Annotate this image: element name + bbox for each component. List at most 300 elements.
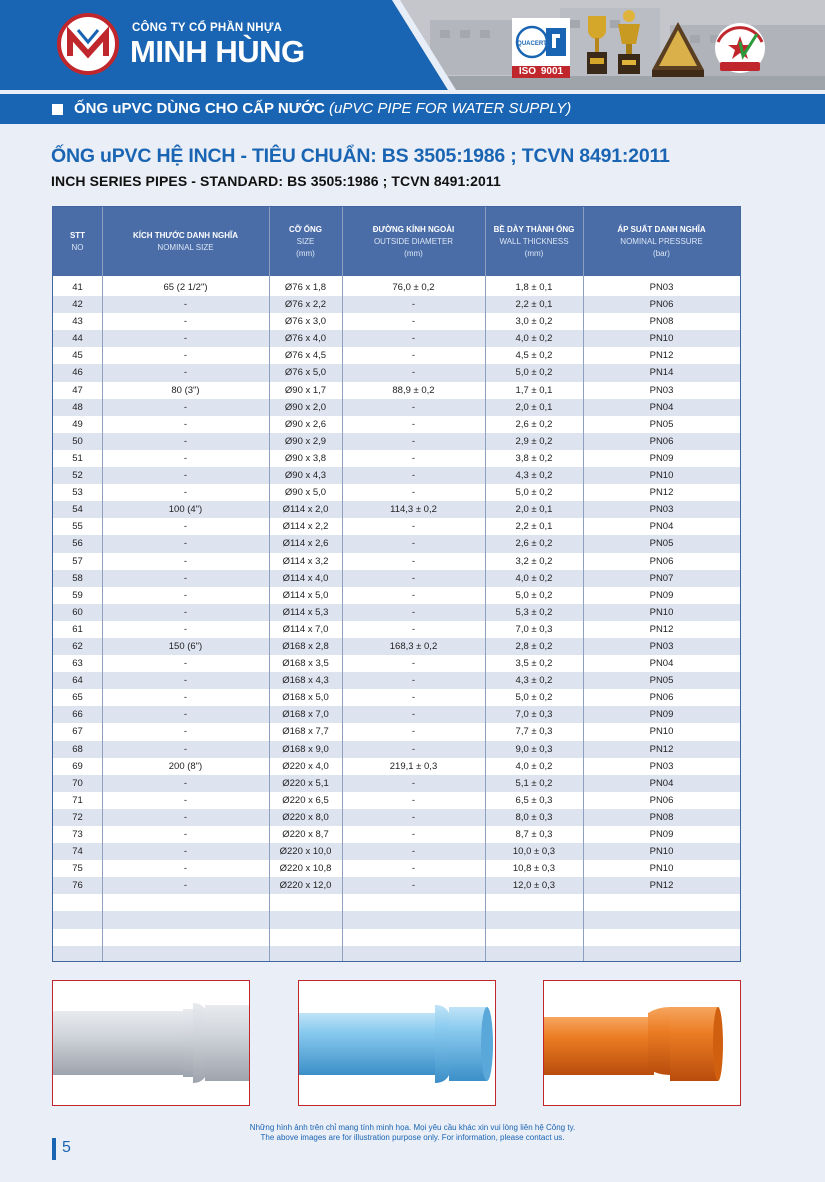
pipe-spec-table	[52, 206, 741, 962]
col-outside-diameter-cell: -	[411, 829, 416, 840]
col-wall-thickness-cell: 2,2 ± 0,1	[515, 521, 553, 533]
col-stt-cell: 46	[72, 367, 83, 379]
col-nominal-pressure-cell: PN06	[649, 794, 674, 806]
col-outside-diameter-cell: -	[411, 521, 416, 533]
col-size-cell: Ø76 x 3,0	[284, 316, 327, 328]
col-nominal-pressure-cell: PN05	[649, 675, 674, 687]
col-wall-thickness-cell: 2,6 ± 0,2	[515, 538, 553, 550]
col-size-cell: Ø168 x 5,0	[282, 692, 329, 704]
col-outside-diameter-cell: -	[411, 709, 416, 721]
col-outside-diameter-cell: 219,1 ± 0,3	[389, 760, 438, 772]
col-nominal-pressure-cell: PN09	[649, 829, 674, 840]
col-wall-thickness-cell	[485, 911, 583, 928]
col-nominal-pressure-cell: PN03	[649, 504, 674, 516]
col-nominal-pressure-cell: PN06	[649, 692, 674, 704]
col-nominal-size-cell: -	[183, 863, 188, 875]
header-en: SIZE	[296, 236, 315, 246]
table-row	[53, 706, 740, 723]
col-size-cell: Ø114 x 3,2	[282, 555, 329, 567]
col-wall-thickness-cell: 2,0 ± 0,1	[515, 401, 553, 413]
col-size-cell: Ø76 x 1,8	[284, 282, 327, 293]
iso-9001-label	[512, 66, 570, 78]
col-nominal-pressure-cell: PN07	[649, 572, 674, 584]
col-nominal-size-cell: -	[183, 333, 188, 345]
col-outside-diameter-cell: -	[411, 452, 416, 464]
col-nominal-pressure-cell: PN03	[649, 282, 674, 293]
col-wall-thickness-cell: 4,0 ± 0,2	[515, 333, 553, 345]
table-row	[53, 946, 740, 962]
col-nominal-size-cell: -	[183, 299, 188, 311]
company-name: MINH HÙNG	[130, 34, 305, 69]
col-wall-thickness-cell: 5,1 ± 0,2	[515, 777, 553, 789]
col-stt-cell: 71	[72, 794, 83, 806]
col-wall-thickness-cell: 1,7 ± 0,1	[515, 384, 553, 396]
col-nominal-size-cell: -	[183, 880, 188, 892]
table-row	[53, 347, 740, 364]
col-stt-cell: 58	[72, 572, 83, 584]
col-stt-cell: 57	[72, 555, 83, 567]
col-nominal-pressure-header	[583, 207, 740, 276]
table-row	[53, 911, 740, 928]
col-size-cell: Ø76 x 5,0	[284, 367, 327, 379]
col-nominal-size-cell: -	[183, 452, 188, 464]
col-nominal-pressure-cell: PN09	[649, 709, 674, 721]
col-stt-cell: 43	[72, 316, 83, 328]
col-wall-thickness-cell: 5,0 ± 0,2	[515, 589, 553, 601]
col-outside-diameter-cell: -	[411, 863, 416, 875]
col-nominal-pressure-cell: PN05	[649, 418, 674, 430]
illustration-note-en: The above images are for illustration purpose only. For information, please contact us.	[260, 1133, 565, 1142]
col-size-cell: Ø76 x 4,5	[284, 350, 327, 362]
table-row	[53, 364, 740, 381]
col-size-cell: Ø90 x 2,0	[284, 401, 327, 413]
col-wall-thickness-cell: 5,0 ± 0,2	[515, 367, 553, 379]
col-nominal-pressure-cell: PN06	[649, 299, 674, 311]
col-nominal-size-cell: -	[183, 367, 188, 379]
col-stt-cell: 70	[72, 777, 83, 789]
table-row	[53, 741, 740, 758]
col-nominal-size-cell: -	[183, 829, 188, 840]
col-wall-thickness-cell: 1,8 ± 0,1	[515, 282, 553, 293]
col-wall-thickness-cell: 2,8 ± 0,2	[515, 640, 553, 652]
col-nominal-pressure-cell	[583, 894, 740, 911]
col-wall-thickness-header	[485, 207, 583, 276]
table-row	[53, 279, 740, 296]
col-size-cell: Ø114 x 5,3	[282, 606, 329, 618]
col-nominal-pressure-cell: PN08	[649, 316, 674, 328]
col-stt-cell: 68	[72, 743, 83, 755]
col-nominal-size-cell: -	[183, 658, 188, 670]
table-row	[53, 330, 740, 347]
header-en: NOMINAL SIZE	[157, 242, 214, 252]
header-en: WALL THICKNESS	[499, 236, 569, 246]
col-size-cell: Ø220 x 8,0	[282, 811, 329, 823]
table-row	[53, 758, 740, 775]
table-row	[53, 672, 740, 689]
table-row	[53, 587, 740, 604]
col-stt-cell: 59	[72, 589, 83, 601]
col-stt-cell	[53, 894, 102, 911]
col-outside-diameter-cell: -	[411, 350, 416, 362]
col-outside-diameter-cell: -	[411, 418, 416, 430]
col-stt-cell: 75	[72, 863, 83, 875]
col-stt-cell: 64	[72, 675, 83, 687]
col-outside-diameter-cell: -	[411, 623, 416, 635]
table-row	[53, 518, 740, 535]
page-header	[0, 0, 825, 90]
col-nominal-size-cell: -	[183, 709, 188, 721]
col-nominal-pressure-cell: PN10	[649, 470, 674, 482]
col-nominal-size-cell: -	[183, 606, 188, 618]
col-nominal-pressure-cell	[583, 946, 740, 962]
col-outside-diameter-header	[342, 207, 485, 276]
quacert-label: QUACERT	[517, 41, 547, 47]
header-vi: KÍCH THƯỚC DANH NGHĨA	[132, 230, 238, 240]
col-wall-thickness-cell: 3,8 ± 0,2	[515, 452, 553, 464]
col-wall-thickness-cell: 4,5 ± 0,2	[515, 350, 553, 362]
col-stt-cell: 76	[72, 880, 83, 892]
col-stt-cell: 47	[72, 384, 83, 396]
col-size-header	[269, 207, 342, 276]
col-outside-diameter-cell: -	[411, 555, 416, 567]
col-nominal-pressure-cell: PN12	[649, 743, 674, 755]
minh-hung-logo-icon	[56, 12, 120, 76]
col-nominal-size-cell: -	[183, 777, 188, 789]
col-nominal-size-cell: -	[183, 487, 188, 499]
col-nominal-size-cell: -	[183, 401, 188, 413]
col-stt-cell: 56	[72, 538, 83, 550]
col-nominal-pressure-cell: PN10	[649, 333, 674, 345]
col-nominal-pressure-cell	[583, 911, 740, 928]
col-nominal-size-cell: 200 (8")	[168, 760, 203, 772]
col-wall-thickness-cell: 5,0 ± 0,2	[515, 692, 553, 704]
header-en: OUTSIDE DIAMETER	[373, 236, 454, 246]
col-size-cell	[269, 929, 342, 946]
col-wall-thickness-cell: 2,9 ± 0,2	[515, 435, 553, 447]
col-outside-diameter-cell	[342, 911, 485, 928]
col-wall-thickness-cell: 3,2 ± 0,2	[515, 555, 553, 567]
illustration-note-vi: Những hình ảnh trên chỉ mang tính minh họa. Mọi yêu cầu khác xin vui lòng liên hệ Công ty.	[249, 1123, 576, 1132]
col-outside-diameter-cell: -	[411, 777, 416, 789]
table-row	[53, 535, 740, 552]
table-row	[53, 689, 740, 706]
col-nominal-size-cell: 65 (2 1/2")	[163, 282, 208, 293]
col-stt-cell: 60	[72, 606, 83, 618]
col-wall-thickness-cell: 3,5 ± 0,2	[515, 658, 553, 670]
col-nominal-size-cell: -	[183, 555, 188, 567]
col-nominal-size-cell: -	[183, 675, 188, 687]
col-outside-diameter-cell: -	[411, 572, 416, 584]
col-nominal-size-cell: -	[183, 743, 188, 755]
col-wall-thickness-cell: 10,8 ± 0,3	[512, 863, 556, 875]
col-size-cell: Ø90 x 2,6	[284, 418, 327, 430]
table-row	[53, 775, 740, 792]
col-stt-cell: 42	[72, 299, 83, 311]
col-size-cell: Ø114 x 2,0	[282, 504, 329, 516]
col-stt-cell: 45	[72, 350, 83, 362]
section-title-en: (uPVC PIPE FOR WATER SUPPLY)	[328, 100, 572, 117]
col-wall-thickness-cell: 5,0 ± 0,2	[515, 487, 553, 499]
header-unit: (mm)	[296, 248, 315, 258]
col-outside-diameter-cell: -	[411, 470, 416, 482]
col-stt-cell: 62	[72, 640, 83, 652]
col-size-cell: Ø168 x 9,0	[282, 743, 329, 755]
col-size-cell: Ø114 x 4,0	[282, 572, 329, 584]
col-nominal-pressure-cell: PN10	[649, 846, 674, 858]
col-nominal-size-cell: -	[183, 418, 188, 430]
col-nominal-pressure-cell: PN03	[649, 384, 674, 396]
table-row	[53, 843, 740, 860]
col-stt-cell: 61	[72, 623, 83, 635]
col-nominal-size-cell: -	[183, 623, 188, 635]
col-outside-diameter-cell: -	[411, 743, 416, 755]
col-nominal-size-cell: -	[183, 572, 188, 584]
table-row	[53, 809, 740, 826]
col-size-cell: Ø168 x 7,0	[282, 709, 329, 721]
header-unit: (bar)	[653, 248, 670, 258]
col-stt-cell: 52	[72, 470, 83, 482]
col-size-cell: Ø76 x 2,2	[284, 299, 327, 311]
quacert-icon	[512, 18, 570, 66]
col-stt-cell: 67	[72, 726, 83, 738]
header-en: NOMINAL PRESSURE	[620, 236, 703, 246]
table-row	[53, 826, 740, 843]
col-size-cell: Ø220 x 10,0	[279, 846, 332, 858]
col-nominal-pressure-cell: PN05	[649, 538, 674, 550]
header-vi: STT	[69, 230, 86, 240]
col-nominal-pressure-cell: PN10	[649, 606, 674, 618]
col-stt-cell: 44	[72, 333, 83, 345]
col-wall-thickness-cell	[485, 894, 583, 911]
orange-pipe-image	[543, 980, 741, 1106]
col-nominal-size-cell: -	[183, 692, 188, 704]
col-outside-diameter-cell	[342, 946, 485, 962]
col-nominal-pressure-cell	[583, 929, 740, 946]
col-nominal-pressure-cell: PN08	[649, 811, 674, 823]
col-nominal-size-cell: -	[183, 350, 188, 362]
col-nominal-size-cell: -	[183, 521, 188, 533]
col-outside-diameter-cell: -	[411, 692, 416, 704]
header-unit: (mm)	[524, 248, 544, 258]
blue-pipe-image	[298, 980, 496, 1106]
table-row	[53, 296, 740, 313]
col-wall-thickness-cell: 2,0 ± 0,1	[515, 504, 553, 516]
col-stt-cell	[53, 929, 102, 946]
col-size-cell: Ø168 x 3,5	[282, 658, 329, 670]
col-stt-cell: 50	[72, 435, 83, 447]
col-stt-cell: 74	[72, 846, 83, 858]
col-nominal-pressure-cell: PN10	[649, 863, 674, 875]
col-outside-diameter-cell: 114,3 ± 0,2	[390, 504, 437, 516]
col-size-cell: Ø90 x 1,7	[284, 384, 327, 396]
col-outside-diameter-cell: -	[411, 299, 416, 311]
col-outside-diameter-cell: 76,0 ± 0,2	[392, 282, 435, 293]
table-row	[53, 655, 740, 672]
col-stt-cell: 72	[72, 811, 83, 823]
table-body	[53, 279, 740, 962]
col-nominal-pressure-cell: PN06	[649, 435, 674, 447]
col-stt-cell: 65	[72, 692, 83, 704]
col-size-cell: Ø114 x 2,6	[282, 538, 329, 550]
col-outside-diameter-cell	[342, 929, 485, 946]
hang-viet-nam-chat-luong-cao-icon	[710, 20, 770, 78]
table-row	[53, 877, 740, 894]
header-unit: (mm)	[404, 248, 423, 258]
col-outside-diameter-cell: -	[411, 675, 416, 687]
section-title	[74, 100, 571, 117]
col-nominal-pressure-cell: PN03	[649, 760, 674, 772]
col-stt-cell: 73	[72, 829, 83, 840]
col-size-cell: Ø90 x 4,3	[284, 470, 327, 482]
page-number-bar	[52, 1138, 56, 1160]
col-wall-thickness-cell: 2,2 ± 0,1	[515, 299, 553, 311]
col-nominal-size-cell: -	[183, 811, 188, 823]
header-vi: CỠ ỐNG	[288, 224, 323, 234]
col-nominal-size-cell	[102, 946, 269, 962]
col-size-cell: Ø114 x 7,0	[282, 623, 329, 635]
col-outside-diameter-cell: -	[411, 316, 416, 328]
col-wall-thickness-cell: 7,0 ± 0,3	[515, 709, 553, 721]
col-stt-cell: 63	[72, 658, 83, 670]
table-row	[53, 382, 740, 399]
col-wall-thickness-cell: 7,0 ± 0,3	[515, 623, 553, 635]
col-wall-thickness-cell	[485, 946, 583, 962]
header-vi: BỀ DÀY THÀNH ỐNG	[493, 224, 575, 234]
col-nominal-size-cell: 150 (6")	[168, 640, 203, 652]
col-wall-thickness-cell: 4,0 ± 0,2	[515, 760, 553, 772]
col-stt-cell: 41	[72, 282, 83, 293]
header-en: NO	[71, 242, 84, 252]
col-outside-diameter-cell: -	[411, 333, 416, 345]
col-nominal-pressure-cell: PN09	[649, 589, 674, 601]
table-row	[53, 553, 740, 570]
table-row	[53, 929, 740, 946]
col-nominal-size-cell: -	[183, 726, 188, 738]
col-nominal-size-cell	[102, 929, 269, 946]
col-stt-cell: 53	[72, 487, 83, 499]
col-outside-diameter-cell: 168,3 ± 0,2	[389, 640, 438, 652]
col-size-cell: Ø220 x 4,0	[282, 760, 329, 772]
section-title-vi: ỐNG uPVC DÙNG CHO CẤP NƯỚC	[74, 100, 325, 117]
table-header	[53, 207, 740, 276]
table-row	[53, 399, 740, 416]
col-outside-diameter-cell: -	[411, 846, 416, 858]
col-outside-diameter-cell: -	[411, 794, 416, 806]
col-nominal-size-cell: -	[183, 538, 188, 550]
table-row	[53, 570, 740, 587]
col-size-cell: Ø220 x 10,8	[279, 863, 332, 875]
col-size-cell	[269, 911, 342, 928]
col-stt-header	[53, 207, 102, 276]
col-outside-diameter-cell: -	[411, 811, 416, 823]
col-stt-cell: 54	[72, 504, 83, 516]
col-size-cell: Ø114 x 5,0	[282, 589, 329, 601]
col-wall-thickness-cell: 6,5 ± 0,3	[515, 794, 553, 806]
col-stt-cell: 69	[72, 760, 83, 772]
col-wall-thickness-cell: 12,0 ± 0,3	[512, 880, 556, 892]
col-stt-cell	[53, 946, 102, 962]
col-nominal-size-cell: -	[183, 435, 188, 447]
col-wall-thickness-cell: 4,3 ± 0,2	[515, 675, 553, 687]
col-size-cell	[269, 946, 342, 962]
col-outside-diameter-cell: -	[411, 606, 416, 618]
col-size-cell: Ø220 x 8,7	[282, 829, 329, 840]
award-plaque-icon	[650, 20, 706, 78]
col-wall-thickness-cell: 8,7 ± 0,3	[515, 829, 553, 840]
col-outside-diameter-cell: -	[411, 487, 416, 499]
col-size-cell: Ø168 x 4,3	[282, 675, 329, 687]
col-outside-diameter-cell: 88,9 ± 0,2	[392, 384, 435, 396]
col-nominal-size-cell: 80 (3")	[171, 384, 200, 396]
page-title-vi: ỐNG uPVC HỆ INCH - TIÊU CHUẨN: BS 3505:1986 ; TCVN 8491:2011	[51, 145, 670, 167]
col-wall-thickness-cell: 3,0 ± 0,2	[515, 316, 553, 328]
col-nominal-pressure-cell: PN12	[649, 487, 674, 499]
col-nominal-pressure-cell: PN14	[649, 367, 674, 379]
col-wall-thickness-cell: 2,6 ± 0,2	[515, 418, 553, 430]
col-size-cell: Ø90 x 3,8	[284, 452, 327, 464]
col-nominal-pressure-cell: PN04	[649, 658, 674, 670]
col-outside-diameter-cell: -	[411, 435, 416, 447]
header-vi: ÁP SUẤT DANH NGHĨA	[617, 224, 706, 234]
col-wall-thickness-cell: 4,3 ± 0,2	[515, 470, 553, 482]
col-stt-cell	[53, 911, 102, 928]
col-wall-thickness-cell: 5,3 ± 0,2	[515, 606, 553, 618]
trophy-cup-icon	[614, 8, 644, 80]
table-row	[53, 450, 740, 467]
col-nominal-size-cell: -	[183, 589, 188, 601]
trophy-gold-icon	[583, 12, 611, 80]
col-nominal-pressure-cell: PN04	[649, 401, 674, 413]
table-row	[53, 484, 740, 501]
grey-pipe-image	[52, 980, 250, 1106]
col-wall-thickness-cell: 10,0 ± 0,3	[512, 846, 556, 858]
col-stt-cell: 49	[72, 418, 83, 430]
col-nominal-pressure-cell: PN04	[649, 777, 674, 789]
col-size-cell: Ø220 x 5,1	[282, 777, 329, 789]
col-nominal-pressure-cell: PN04	[649, 521, 674, 533]
col-nominal-pressure-cell: PN12	[649, 350, 674, 362]
table-row	[53, 894, 740, 911]
col-stt-cell: 55	[72, 521, 83, 533]
col-nominal-size-cell: -	[183, 470, 188, 482]
page-number: 5	[62, 1139, 71, 1156]
col-size-cell: Ø220 x 6,5	[282, 794, 329, 806]
section-title-bar	[0, 94, 825, 124]
iso-word: ISO	[518, 66, 537, 77]
col-size-cell: Ø90 x 2,9	[284, 435, 327, 447]
col-size-cell: Ø168 x 2,8	[282, 640, 329, 652]
table-row	[53, 621, 740, 638]
col-size-cell: Ø114 x 2,2	[282, 521, 329, 533]
table-row	[53, 638, 740, 655]
col-size-cell: Ø90 x 5,0	[284, 487, 327, 499]
col-size-cell: Ø220 x 12,0	[279, 880, 332, 892]
col-outside-diameter-cell: -	[411, 367, 416, 379]
table-row	[53, 433, 740, 450]
table-row	[53, 416, 740, 433]
iso-number: 9001	[540, 66, 564, 77]
bullet-square-icon	[52, 104, 63, 115]
col-outside-diameter-cell	[342, 894, 485, 911]
col-wall-thickness-cell: 9,0 ± 0,3	[515, 743, 553, 755]
table-row	[53, 792, 740, 809]
col-wall-thickness-cell: 8,0 ± 0,3	[515, 811, 553, 823]
col-nominal-size-cell: -	[183, 846, 188, 858]
col-nominal-pressure-cell: PN10	[649, 726, 674, 738]
col-nominal-size-header	[102, 207, 269, 276]
header-vi: ĐƯỜNG KÍNH NGOÀI	[372, 224, 455, 234]
col-wall-thickness-cell	[485, 929, 583, 946]
